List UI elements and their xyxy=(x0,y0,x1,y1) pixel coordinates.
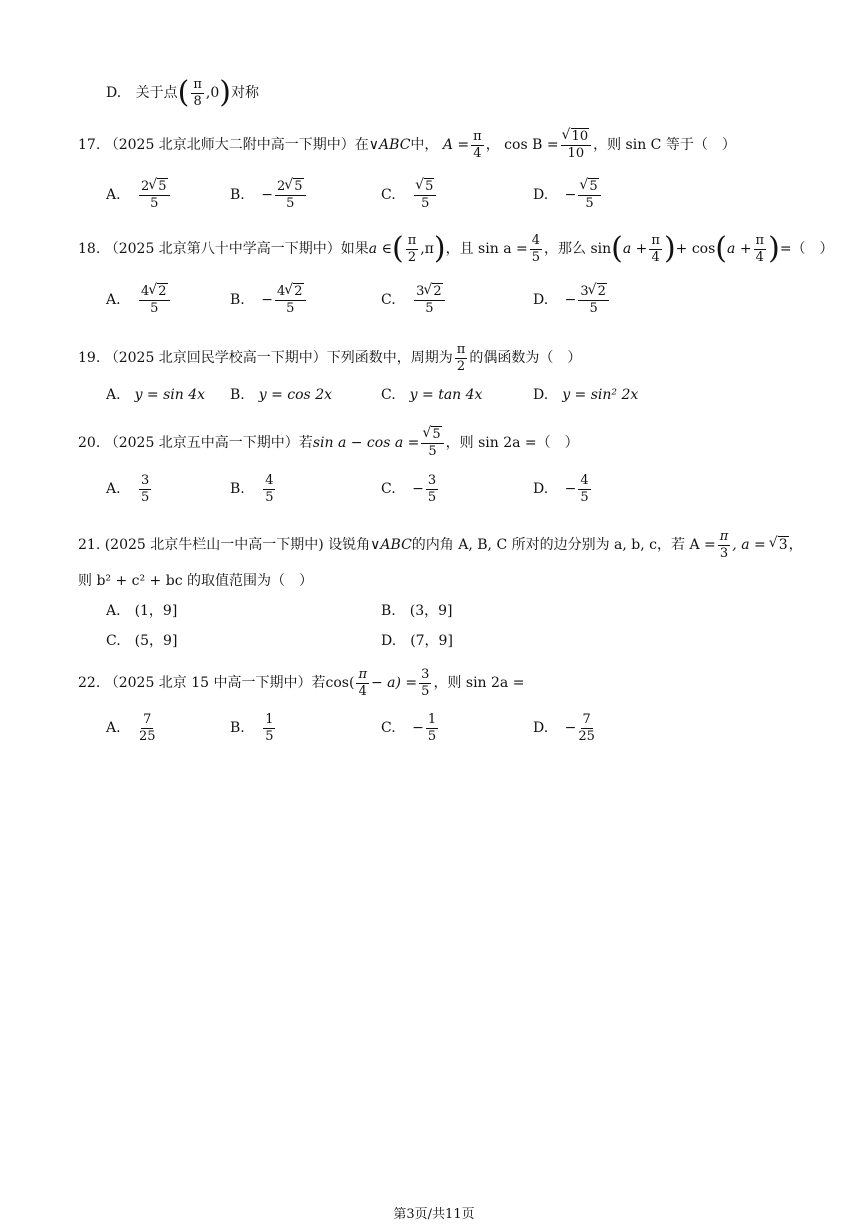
q16-option-d xyxy=(106,75,259,111)
question-source: （2025 北京五中高一下期中）若 xyxy=(104,435,313,452)
fraction xyxy=(578,713,595,743)
question-20 xyxy=(78,428,579,458)
math-expr: cos( xyxy=(325,675,355,692)
denominator: 10 xyxy=(567,145,585,161)
option-label: D. xyxy=(533,481,549,498)
option-label: A. xyxy=(106,292,121,309)
fraction xyxy=(419,668,431,698)
numerator xyxy=(139,285,170,301)
question-source: (2025 北京牛栏山一中高一下期中) 设锐角 xyxy=(104,537,371,554)
option-text: ,0 xyxy=(205,85,220,102)
option-label: C. xyxy=(106,633,121,649)
option-label: D. xyxy=(106,85,122,102)
sqrt xyxy=(423,428,441,442)
numerator: π xyxy=(473,129,482,144)
radicand: 5 xyxy=(425,179,434,194)
option-sign: − xyxy=(564,720,577,737)
numerator: π xyxy=(755,233,765,248)
option-b xyxy=(230,474,277,504)
option-b xyxy=(230,713,277,743)
denominator: 4 xyxy=(358,683,367,699)
option-label: A. xyxy=(106,187,121,204)
numerator xyxy=(421,428,443,444)
radicand: 3 xyxy=(778,537,788,554)
option-text: (7，9] xyxy=(410,633,453,649)
numerator: 1 xyxy=(427,712,437,727)
numerator xyxy=(275,285,306,301)
denominator: 4 xyxy=(473,145,482,161)
fraction xyxy=(578,180,600,210)
denominator: 25 xyxy=(139,728,156,744)
option-a xyxy=(106,285,172,315)
denominator: 5 xyxy=(150,195,159,211)
triangle-symbol: ∨ABC xyxy=(368,137,411,154)
option-label: D. xyxy=(381,633,397,649)
sqrt xyxy=(589,285,607,299)
fraction xyxy=(139,474,151,504)
option-spacer xyxy=(133,292,137,308)
fraction xyxy=(356,668,369,698)
math-expr: a + xyxy=(622,241,648,258)
question-text: ，则 sin C 等于（ ） xyxy=(593,137,736,154)
option-spacer xyxy=(133,481,137,497)
question-text: ，且 sin a = xyxy=(445,241,528,258)
option-label: B. xyxy=(230,387,245,403)
option-sign: − xyxy=(564,292,577,309)
numerator: 7 xyxy=(143,712,152,727)
left-paren: ( xyxy=(715,231,728,267)
question-number: 17. xyxy=(78,137,101,154)
math-expr: a + xyxy=(727,241,752,258)
denominator: 5 xyxy=(585,195,594,211)
option-d xyxy=(533,285,611,315)
question-source: （2025 北京北师大二附中高一下期中）在 xyxy=(104,137,369,154)
option-label: B. xyxy=(230,481,245,498)
coefficient: 3 xyxy=(580,284,589,299)
numerator: 7 xyxy=(582,712,591,727)
question-text: ，则 sin 2a = xyxy=(433,675,525,692)
option-label: B. xyxy=(230,720,245,737)
right-paren: ) xyxy=(768,231,780,267)
option-label: C. xyxy=(381,387,396,403)
fraction xyxy=(578,474,590,504)
option-label: C. xyxy=(381,720,396,737)
fraction xyxy=(139,180,170,210)
option-label: B. xyxy=(230,292,245,309)
denominator: 5 xyxy=(421,195,430,211)
option-text: 对称 xyxy=(230,85,259,102)
radicand: 5 xyxy=(589,179,598,194)
sqrt xyxy=(770,538,789,552)
option-c xyxy=(106,634,177,648)
fraction xyxy=(275,180,306,210)
sqrt xyxy=(149,285,167,299)
question-21-line2 xyxy=(78,574,313,588)
question-text: ， xyxy=(788,537,803,554)
coefficient: 4 xyxy=(276,284,286,299)
denominator: 2 xyxy=(456,358,466,374)
sqrt xyxy=(285,180,303,194)
radicand: 10 xyxy=(571,129,589,144)
option-d xyxy=(533,180,603,210)
option-spacer xyxy=(133,187,137,203)
option-label: D. xyxy=(533,292,549,309)
question-number: 22. xyxy=(78,675,101,692)
numerator: 1 xyxy=(265,712,274,727)
coefficient: 3 xyxy=(416,284,425,299)
left-paren: ( xyxy=(177,75,190,111)
fraction xyxy=(139,713,156,743)
option-label: C. xyxy=(381,481,396,498)
question-17 xyxy=(78,130,736,160)
option-spacer xyxy=(257,720,261,736)
radicand: 2 xyxy=(597,284,606,299)
option-spacer xyxy=(408,292,412,308)
radicand: 2 xyxy=(433,284,442,299)
option-c xyxy=(381,713,440,743)
radicand: 2 xyxy=(294,284,303,299)
option-b xyxy=(230,285,308,315)
option-sign: − xyxy=(261,187,273,204)
question-text: 的内角 A, B, C 所对的边分别为 a, b, c，若 A = xyxy=(411,537,716,554)
sqrt xyxy=(580,180,598,194)
option-d xyxy=(381,634,453,648)
option-text: (5，9] xyxy=(134,633,178,649)
numerator xyxy=(414,285,445,301)
denominator: 5 xyxy=(589,300,598,316)
fraction xyxy=(754,234,767,264)
denominator: 5 xyxy=(150,300,159,316)
option-label: C. xyxy=(381,187,396,204)
question-text: ，那么 sin xyxy=(544,241,612,258)
option-sign: − xyxy=(564,481,577,498)
numerator: 4 xyxy=(265,473,274,488)
numerator: 3 xyxy=(427,473,437,488)
fraction xyxy=(414,285,445,315)
option-d xyxy=(533,474,593,504)
option-sign: − xyxy=(412,481,424,498)
sqrt xyxy=(416,180,434,194)
numerator: 4 xyxy=(531,233,540,248)
radicand: 5 xyxy=(432,427,441,442)
option-label: A. xyxy=(106,387,121,403)
question-22 xyxy=(78,668,524,698)
option-text: 关于点 xyxy=(135,85,178,102)
page-footer: 第3页/共11页 xyxy=(393,1207,475,1222)
numerator: π xyxy=(651,233,660,248)
denominator: 4 xyxy=(755,249,764,265)
option-label: A. xyxy=(106,603,121,619)
numerator xyxy=(275,180,306,196)
question-number: 18. xyxy=(78,241,101,258)
option-c xyxy=(381,388,482,402)
radicand: 5 xyxy=(294,179,303,194)
question-source: （2025 北京 15 中高一下期中）若 xyxy=(104,675,326,692)
option-b xyxy=(230,180,308,210)
denominator: 5 xyxy=(425,300,434,316)
fraction xyxy=(426,474,438,504)
fraction xyxy=(263,474,275,504)
denominator: 5 xyxy=(531,249,540,265)
option-c xyxy=(381,474,440,504)
option-sign: − xyxy=(564,187,577,204)
fraction xyxy=(578,285,609,315)
option-text: (3，9] xyxy=(409,603,453,619)
numerator xyxy=(578,180,600,196)
denominator: 5 xyxy=(286,195,295,211)
option-text: y = sin² 2x xyxy=(562,387,639,403)
option-a xyxy=(106,604,177,618)
math-expr: a ∈ xyxy=(368,241,392,258)
option-c xyxy=(381,180,438,210)
option-text: (1，9] xyxy=(134,603,178,619)
option-label: A. xyxy=(106,720,121,737)
option-sign: − xyxy=(412,720,424,737)
numerator xyxy=(561,130,592,146)
numerator: 3 xyxy=(141,473,150,488)
question-text: 则 b² + c² + bc 的取值范围为（ ） xyxy=(78,573,313,589)
fraction xyxy=(414,180,436,210)
denominator: 3 xyxy=(719,545,729,561)
option-a xyxy=(106,180,172,210)
question-text: =（ ） xyxy=(779,241,834,258)
question-text: 中， xyxy=(410,137,439,154)
coefficient: 2 xyxy=(276,179,286,194)
numerator: π xyxy=(719,529,729,544)
fraction xyxy=(275,285,306,315)
numerator: 4 xyxy=(580,473,589,488)
option-a xyxy=(106,713,158,743)
option-sign: − xyxy=(261,292,273,309)
denominator: 25 xyxy=(578,728,595,744)
option-spacer xyxy=(408,187,412,203)
math-expr: − a) = xyxy=(370,675,418,692)
math-expr: , a = xyxy=(732,537,766,554)
question-text: ， xyxy=(485,137,500,154)
denominator: 5 xyxy=(265,489,274,505)
question-18 xyxy=(78,231,834,267)
option-spacer xyxy=(257,481,261,497)
right-paren: ) xyxy=(663,231,676,267)
question-number: 21. xyxy=(78,537,101,554)
math-expr: ,π xyxy=(420,241,434,258)
option-label: D. xyxy=(533,187,549,204)
sqrt xyxy=(424,285,442,299)
denominator: 2 xyxy=(407,249,417,265)
sqrt xyxy=(149,180,167,194)
fraction xyxy=(263,713,275,743)
question-21 xyxy=(78,530,803,560)
denominator: 5 xyxy=(427,489,437,505)
left-paren: ( xyxy=(391,231,404,267)
fraction xyxy=(649,234,662,264)
option-label: B. xyxy=(381,603,396,619)
sqrt xyxy=(563,130,590,144)
question-text: ，则 sin 2a =（ ） xyxy=(445,435,579,452)
fraction xyxy=(561,130,592,160)
math-expr: + cos xyxy=(675,241,716,258)
numerator: π xyxy=(193,77,202,92)
option-text: y = cos 2x xyxy=(258,387,332,403)
numerator xyxy=(578,285,609,301)
math-expr: A = xyxy=(442,137,470,154)
fraction xyxy=(421,428,443,458)
coefficient: 4 xyxy=(141,284,150,299)
option-b xyxy=(230,388,332,402)
fraction xyxy=(455,343,468,373)
denominator: 5 xyxy=(265,728,274,744)
option-spacer xyxy=(133,720,137,736)
denominator: 5 xyxy=(580,489,589,505)
radicand: 2 xyxy=(158,284,167,299)
right-paren: ) xyxy=(433,231,446,267)
numerator xyxy=(139,180,170,196)
numerator: π xyxy=(456,342,466,357)
question-source: （2025 北京第八十中学高一下期中）如果 xyxy=(104,241,369,258)
fraction xyxy=(426,713,438,743)
option-a xyxy=(106,388,205,402)
option-d xyxy=(533,713,597,743)
question-source: （2025 北京回民学校高一下期中）下列函数中，周期为 xyxy=(104,350,453,367)
numerator: π xyxy=(407,233,417,248)
question-text: 的偶函数为（ ） xyxy=(469,350,582,367)
fraction xyxy=(471,130,484,160)
option-c xyxy=(381,285,447,315)
option-label: B. xyxy=(230,187,245,204)
denominator: 5 xyxy=(428,443,437,459)
denominator: 5 xyxy=(421,683,430,699)
option-text: y = sin 4x xyxy=(134,387,206,403)
option-label: D. xyxy=(533,387,549,403)
fraction xyxy=(191,78,204,108)
option-b xyxy=(381,604,453,618)
option-a xyxy=(106,474,153,504)
denominator: 4 xyxy=(651,249,660,265)
question-19 xyxy=(78,343,581,373)
fraction xyxy=(718,530,731,560)
denominator: 5 xyxy=(286,300,295,316)
denominator: 5 xyxy=(141,489,150,505)
option-label: A. xyxy=(106,481,121,498)
question-number: 20. xyxy=(78,435,101,452)
fraction xyxy=(530,234,542,264)
fraction xyxy=(139,285,170,315)
numerator: 3 xyxy=(421,667,430,682)
denominator: 8 xyxy=(193,93,202,109)
option-label: D. xyxy=(533,720,549,737)
math-expr: cos B = xyxy=(504,137,559,154)
coefficient: 2 xyxy=(141,179,150,194)
option-label: C. xyxy=(381,292,396,309)
numerator: π xyxy=(358,667,367,682)
radicand: 5 xyxy=(158,179,167,194)
option-d xyxy=(533,388,638,402)
fraction xyxy=(406,234,419,264)
left-paren: ( xyxy=(611,231,623,267)
sqrt xyxy=(285,285,303,299)
triangle-symbol: ∨ABC xyxy=(370,537,412,554)
right-paren: ) xyxy=(219,75,231,111)
question-number: 19. xyxy=(78,350,101,367)
math-expr: sin a − cos a = xyxy=(312,435,420,452)
numerator xyxy=(414,180,436,196)
option-text: y = tan 4x xyxy=(409,387,483,403)
denominator: 5 xyxy=(427,728,437,744)
